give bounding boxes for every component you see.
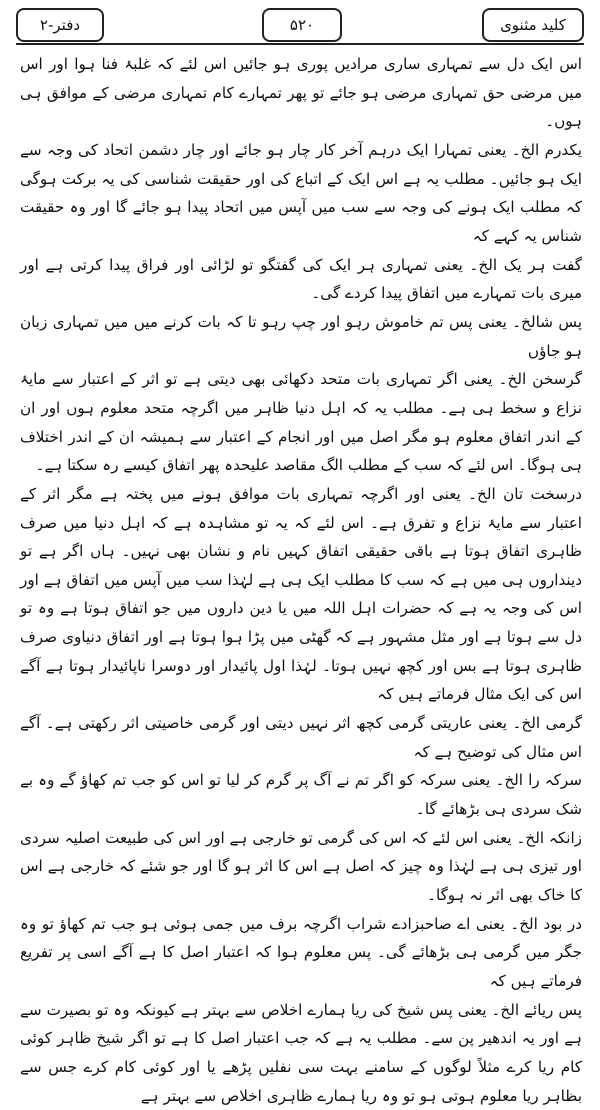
paragraph: سرکہ را الخ۔ یعنی سرکہ کو اگر تم نے آگ پر گرم کر لیا تو اس کو جب تم کھاؤ گے وہ بے شک سردی ہی بڑھائے گا۔ (20, 771, 582, 819)
paragraph: گرمی الخ۔ یعنی عاریتی گرمی کچھ اثر نہیں دیتی اور گرمی خاصیتی اثر رکھتی ہے۔ آگے اس مثال کی توضیح ہے کہ (20, 714, 582, 761)
paragraph: گرسخن الخ۔ یعنی اگر تمہاری بات متحد دکھائی بھی دیتی ہے تو اثر کے اعتبار سے مایۂ نزاع و سخط ہی ہے۔ مطلب یہ کہ اہل دنیا ظاہر میں اگرچہ متحد معلوم ہوں اور ان کے اندر اتفاق معلوم ہو مگر اصل میں اور انجام کے اعتبار سے ہمیشہ ان کے اندر اختلاف ہی ہوگا۔ اس لئے کہ سب کے مطلب الگ مقاصد علیحدہ پھر اتفاق کیسے رہ سکتا ہے۔ (20, 370, 582, 475)
page-header (16, 8, 584, 42)
paragraph: پس شالخ۔ یعنی پس تم خاموش رہو اور چپ رہو تا کہ بات کرنے میں میں تمہاری زبان ہو جاؤں (20, 312, 582, 360)
header-divider (16, 43, 584, 45)
paragraph: در بود الخ۔ یعنی اے صاحبزادے شراب اگرچہ برف میں جمی ہوئی ہو جب تم کھاؤ تو وہ جگر میں گرمی ہی بڑھائے گی۔ پس معلوم ہوا کہ اعتبار اصل کا ہے آگے اسی پر تفریع فرماتے ہیں کہ (20, 914, 582, 990)
volume-label: دفتر-۲ (16, 8, 104, 42)
paragraph: اس ایک دل سے تمہاری ساری مرادیں پوری ہو جائیں اس لئے کہ غلبۂ فنا ہوا اور اس میں مرضی حق تمہاری مرضی ہو جائے تو پھر تمہارے کام تمہاری مرضی کے موافق ہی ہوں۔ (20, 55, 582, 131)
paragraph: گفت ہر یک الخ۔ یعنی تمہاری ہر ایک کی گفتگو تو لڑائی اور فراق پیدا کرتی ہے اور میری بات تمہارے میں اتفاق پیدا کردے گی۔ (20, 255, 582, 303)
body-text (20, 50, 583, 1105)
paragraph: زانکہ الخ۔ یعنی اس لئے کہ اس کی گرمی تو خارجی ہے اور اس کی طبیعت اصلیہ سردی اور تیزی ہی ہے لہٰذا وہ چیز کہ اصل ہے اس کا اثر ہو گا اور جو شئے کہ خارجی ہے اس کا خاک بھی اثر نہ ہوگا۔ (20, 828, 582, 905)
book-title: کلید مثنوی (482, 8, 584, 42)
paragraph: یکدرم الخ۔ یعنی تمہارا ایک درہم آخر کار چار ہو جائے اور چار دشمن اتحاد کی وجہ سے ایک ہو جائیں۔ مطلب یہ ہے اس ایک کے اتباع کی اور حقیقت شناسی کی یہ برکت ہوگی کہ مطلب ایک ہونے کی وجہ سے سب میں آپس میں اتحاد پیدا ہو جائے گا اور وہ حقیقت شناس یہ کہے کہ (20, 140, 582, 245)
paragraph: پس ریائے الخ۔ یعنی پس شیخ کی ریا ہمارے اخلاص سے بہتر ہے کیونکہ وہ تو بصیرت سے ہے اور یہ اندھیر پن سے۔ مطلب یہ ہے کہ جب اعتبار اصل کا ہے تو اگر شیخ ظاہر کوئی کام ریا کرے مثلاً لوگوں کے سامنے بہت سی نفلیں پڑھے یا اور کوئی کام کرے جس سے بظاہر ریا معلوم ہوتی ہو تو وہ ریا ہمارے ظاہری اخلاص سے بہتر ہے (20, 1000, 583, 1105)
paragraph: درسخت تان الخ۔ یعنی اور اگرچہ تمہاری بات موافق ہونے میں پختہ ہے مگر اثر کے اعتبار سے مایۂ نزاع و تفرق ہے۔ اس لئے کہ یہ تو مشاہدہ ہے کہ اہل دنیا میں صرف ظاہری اتفاق ہوتا ہے باقی حقیقی اتفاق کہیں نام و نشان بھی نہیں۔ ہاں اگر ہے تو دینداروں ہی میں ہے کہ سب کا مطلب ایک ہی ہے لہٰذا سب میں آپس میں اتفاق ہے اور اس کی وجہ یہ ہے کہ حضرات اہل اللہ میں یا دین داروں میں جو اتفاق ہوتا ہے وہ تو دل سے ہوتا ہے اور مثل مشہور ہے کہ گھٹی میں پڑا ہوا ہوتا ہے اور اتفاق دنیاوی صرف ظاہری ہوتا ہے بس اور کچھ نہیں ہوتا۔ لہٰذا اول پائیدار اور دوسرا ناپائیدار ہوتا ہے آگے اس کی ایک مثال فرماتے ہیں کہ (20, 484, 582, 704)
page-number: ۵۲۰ (262, 8, 342, 42)
